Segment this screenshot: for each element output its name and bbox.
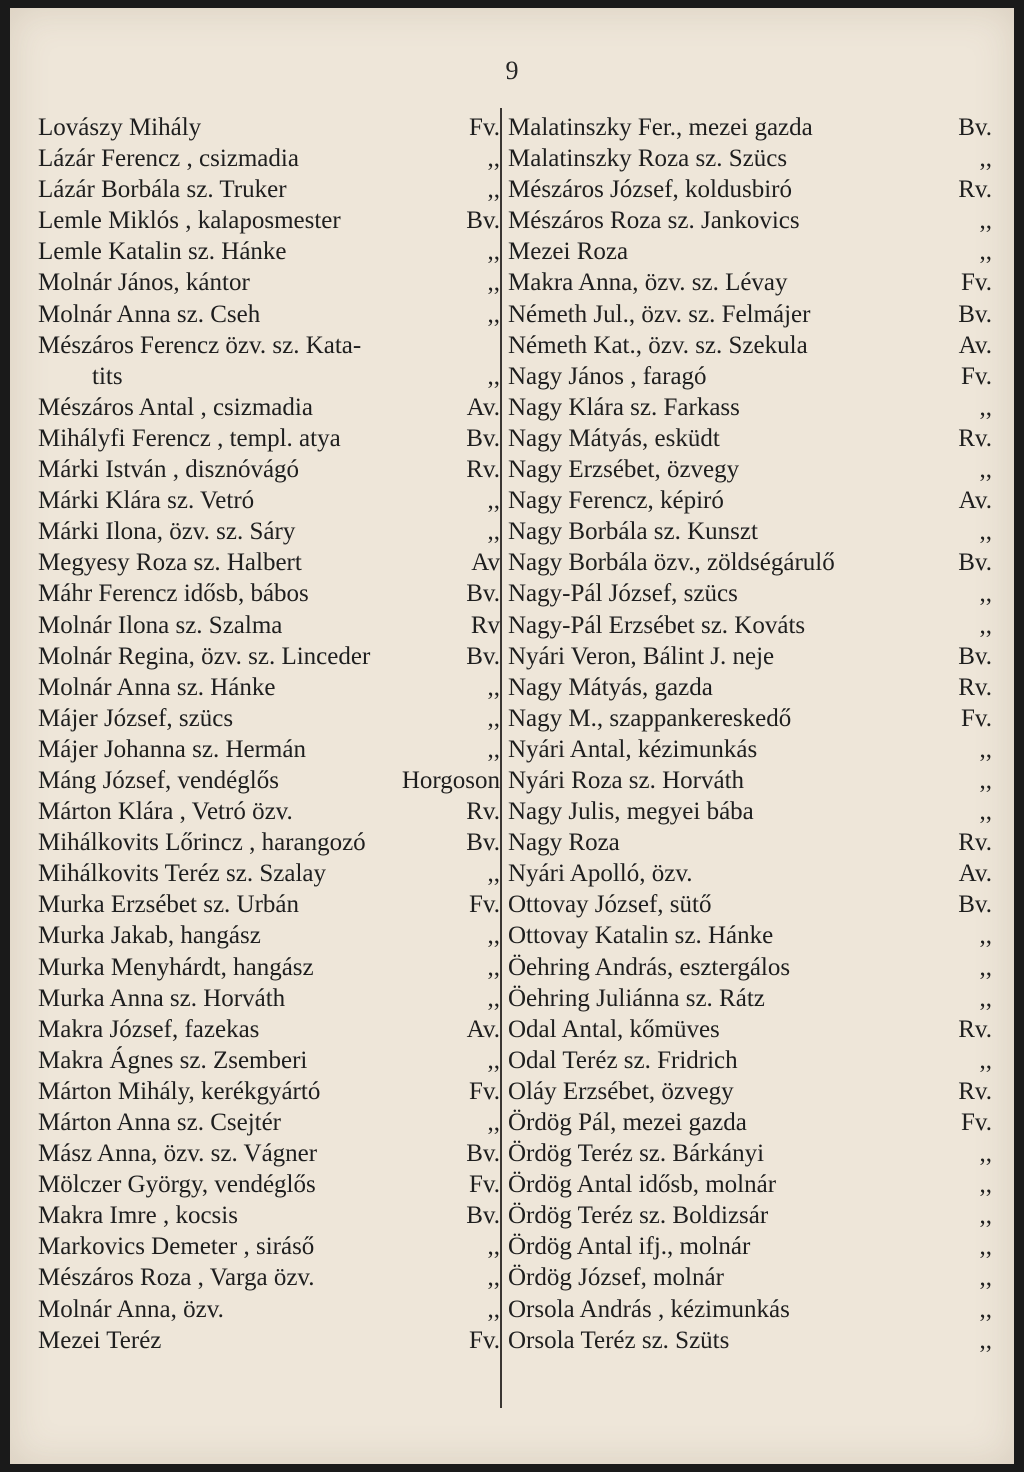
entry-place: Fv.: [960, 362, 992, 390]
entry-place: ,,: [979, 611, 992, 639]
entry-place: ,,: [487, 673, 500, 701]
entry-place: ,,: [979, 735, 992, 763]
entry-name: Molnár Regina, özv. sz. Linceder: [38, 642, 371, 670]
entry-place: ,,: [979, 1171, 992, 1199]
entry-name: Nagy-Pál Erzsébet sz. Kováts: [508, 611, 806, 639]
list-item: [508, 1200, 992, 1231]
entry-place: Av.: [958, 487, 992, 515]
entry-name: Orsola András , kézimunkás: [508, 1295, 790, 1323]
list-item: [38, 1200, 500, 1231]
list-item: [38, 858, 500, 889]
entry-name: Májer Johanna sz. Hermán: [38, 735, 306, 763]
list-item: [508, 672, 992, 703]
list-item: [508, 1294, 992, 1325]
entry-place: ,,: [487, 1264, 500, 1292]
entry-name: Makra Anna, özv. sz. Lévay: [508, 269, 788, 297]
entry-name: Ördög Antal idősb, molnár: [508, 1171, 777, 1199]
entry-name: Mölczer György, vendéglős: [38, 1171, 316, 1199]
list-item: [38, 174, 500, 205]
entry-name: Márton Anna sz. Csejtér: [38, 1109, 282, 1136]
entry-name: Márton Mihály, kerékgyártó: [38, 1077, 321, 1105]
book-page: [10, 8, 1014, 1464]
list-item: [508, 765, 992, 796]
list-item: [508, 889, 992, 920]
entry-place: ,,: [979, 1264, 992, 1292]
list-item: [38, 796, 500, 827]
entry-place: Rv.: [958, 1015, 992, 1043]
entry-name: Odal Teréz sz. Fridrich: [508, 1046, 738, 1074]
entry-place: Bv.: [958, 549, 992, 577]
entry-place: ,,: [487, 1295, 500, 1323]
entry-name: Lemle Miklós , kalaposmester: [38, 207, 341, 235]
entry-name: Mészáros Ferencz özv. sz. Kata-: [38, 331, 362, 359]
entry-place: Rv.: [958, 673, 992, 701]
entry-name: Molnár Anna sz. Hánke: [38, 673, 276, 701]
list-item: [508, 1325, 992, 1356]
entry-place: Rv.: [466, 798, 500, 826]
entry-place: Av.: [958, 331, 992, 359]
entry-place: ,,: [979, 207, 992, 235]
entry-place: ,,: [487, 922, 500, 950]
list-item: [508, 952, 992, 983]
entry-place: ,,: [979, 1326, 992, 1354]
list-item: [38, 547, 500, 578]
entry-place: ,,: [487, 984, 500, 1012]
list-item: [38, 641, 500, 672]
list-item: [508, 641, 992, 672]
entry-name: Ördög Teréz sz. Boldizsár: [508, 1202, 769, 1230]
list-item: [508, 734, 992, 765]
entry-place: Bv.: [466, 424, 500, 452]
list-item: [508, 236, 992, 267]
entry-place: Rv.: [466, 456, 500, 484]
list-item: [508, 485, 992, 516]
list-item: [508, 1138, 992, 1169]
list-item: [38, 1076, 500, 1107]
entry-place: Av.: [958, 860, 992, 888]
entry-place: Fv.: [468, 1326, 500, 1354]
entry-name: Nagy Mátyás, gazda: [508, 673, 713, 701]
entry-place: Av: [471, 549, 500, 577]
entry-name: Odal Antal, kőmüves: [508, 1015, 720, 1043]
entry-name: Lovászy Mihály: [38, 114, 202, 141]
list-item: [38, 1231, 500, 1262]
entry-name: Nagy Klára sz. Farkass: [508, 393, 740, 421]
entry-place: ,,: [487, 362, 500, 390]
entry-place: Rv.: [958, 829, 992, 857]
list-item: [508, 267, 992, 298]
list-item: [508, 858, 992, 889]
entry-name: Lázár Ferencz , csizmadia: [38, 145, 299, 173]
entry-name: Nagy Borbála sz. Kunszt: [508, 518, 758, 546]
list-item: [508, 1169, 992, 1200]
entry-place: ,,: [487, 953, 500, 981]
list-item: [38, 392, 500, 423]
entry-name: Molnár Ilona sz. Szalma: [38, 611, 283, 639]
right-column: [508, 112, 992, 1356]
entry-name: Mészáros Roza , Varga özv.: [38, 1264, 315, 1292]
list-item: [38, 952, 500, 983]
list-item: [508, 1014, 992, 1045]
list-item: [38, 205, 500, 236]
entry-name: Németh Jul., özv. sz. Felmájer: [508, 300, 811, 328]
entry-name: Mihálkovits Teréz sz. Szalay: [38, 860, 326, 888]
entry-place: Fv.: [960, 1109, 992, 1136]
entry-place: ,,: [979, 766, 992, 794]
entry-place: Horgoson: [401, 766, 500, 794]
list-item: [38, 983, 500, 1014]
list-item: [508, 1107, 992, 1138]
entry-place: ,,: [979, 1295, 992, 1323]
list-item: [38, 734, 500, 765]
entry-name: Nyári Antal, kézimunkás: [508, 735, 758, 763]
entry-name: Murka Menyhárdt, hangász: [38, 953, 314, 981]
list-item: [38, 423, 500, 454]
entry-place: Rv: [470, 611, 500, 639]
entry-place: Bv.: [958, 891, 992, 919]
list-item: [38, 112, 500, 143]
list-item: [38, 1014, 500, 1045]
list-item: [508, 547, 992, 578]
list-item: [38, 889, 500, 920]
entry-place: Fv.: [468, 1077, 500, 1105]
entry-place: ,,: [979, 393, 992, 421]
entry-place: Bv.: [958, 114, 992, 141]
entry-place: Bv.: [466, 580, 500, 608]
list-item: [38, 1107, 500, 1138]
entry-name: Öehring András, esztergálos: [508, 953, 791, 981]
entry-name: Nagy Ferencz, képiró: [508, 487, 724, 515]
list-item: [38, 1138, 500, 1169]
entry-name: Nagy Erzsébet, özvegy: [508, 456, 740, 484]
entry-name: Márki Ilona, özv. sz. Sáry: [38, 518, 296, 546]
entry-name: Nagy-Pál József, szücs: [508, 580, 738, 608]
list-item: [508, 299, 992, 330]
list-item: [38, 143, 500, 174]
entry-name: Ottovay Katalin sz. Hánke: [508, 922, 774, 950]
entry-place: ,,: [979, 1140, 992, 1168]
page-number: 9: [505, 56, 519, 85]
entry-place: ,,: [979, 1233, 992, 1261]
entry-name: Ördög Antal ifj., molnár: [508, 1233, 751, 1261]
entry-place: ,,: [487, 238, 500, 266]
entry-name: Márton Klára , Vetró özv.: [38, 798, 293, 826]
list-item: [508, 330, 992, 361]
entry-name: Nagy Roza: [508, 829, 620, 857]
entry-name: Markovics Demeter , siráső: [38, 1233, 315, 1261]
entry-place: Rv.: [958, 424, 992, 452]
list-item: [38, 299, 500, 330]
entry-name: Máhr Ferencz idősb, bábos: [38, 580, 309, 608]
list-item: [38, 516, 500, 547]
list-item: [38, 827, 500, 858]
list-item: [38, 1294, 500, 1325]
entry-place: ,,: [979, 518, 992, 546]
entry-name: Murka Anna sz. Horváth: [38, 984, 286, 1012]
list-item: [38, 267, 500, 298]
entry-name: Mihálkovits Lőrincz , harangozó: [38, 829, 366, 857]
entry-name: Orsola Teréz sz. Szüts: [508, 1326, 730, 1354]
entry-place: ,,: [487, 269, 500, 297]
entry-place: ,,: [487, 1109, 500, 1136]
entry-name: Nyári Apolló, özv.: [508, 860, 693, 888]
entry-name: Mihályfi Ferencz , templ. atya: [38, 424, 341, 452]
list-item: [508, 827, 992, 858]
entry-name: Lemle Katalin sz. Hánke: [38, 238, 287, 266]
entry-name: Mász Anna, özv. sz. Vágner: [38, 1140, 318, 1168]
list-item: [38, 1325, 500, 1356]
list-item: [508, 1076, 992, 1107]
list-item: [38, 361, 500, 392]
entry-name: Lázár Borbála sz. Truker: [38, 176, 287, 204]
entry-name: tits: [92, 362, 123, 390]
entry-place: ,,: [979, 922, 992, 950]
entry-place: Bv.: [466, 642, 500, 670]
list-item: [38, 672, 500, 703]
entry-place: Bv.: [466, 1202, 500, 1230]
entry-name: Nagy Julis, megyei bába: [508, 798, 754, 826]
list-item: [508, 1045, 992, 1076]
list-item: [508, 516, 992, 547]
entry-name: Makra Ágnes sz. Zsemberi: [38, 1046, 308, 1074]
list-item: [508, 1262, 992, 1293]
list-item: [38, 578, 500, 609]
entry-place: ,,: [979, 1046, 992, 1074]
entry-place: Bv.: [466, 829, 500, 857]
entry-name: Mezei Roza: [508, 238, 629, 266]
entry-name: Nagy Mátyás, esküdt: [508, 424, 720, 452]
entry-place: Bv.: [466, 207, 500, 235]
list-item: [508, 423, 992, 454]
entry-name: Németh Kat., özv. sz. Szekula: [508, 331, 808, 359]
list-item: [38, 485, 500, 516]
entry-name: Ördög Teréz sz. Bárkányi: [508, 1140, 765, 1168]
entry-place: Bv.: [466, 1140, 500, 1168]
list-item: [508, 392, 992, 423]
entry-place: Rv.: [958, 176, 992, 204]
entry-place: ,,: [487, 1233, 500, 1261]
entry-name: Molnár Anna sz. Cseh: [38, 300, 261, 328]
entry-name: Oláy Erzsébet, özvegy: [508, 1077, 734, 1105]
entry-name: Májer József, szücs: [38, 704, 234, 732]
entry-name: Murka Erzsébet sz. Urbán: [38, 891, 300, 919]
list-item: [508, 112, 992, 143]
entry-place: ,,: [487, 735, 500, 763]
entry-name: Nagy Borbála özv., zöldségárulő: [508, 549, 835, 577]
list-item: [38, 703, 500, 734]
list-item: [508, 610, 992, 641]
left-column: [38, 112, 500, 1356]
list-item: [38, 454, 500, 485]
entry-place: ,,: [979, 145, 992, 173]
column-divider: [500, 108, 502, 1408]
list-item: [38, 236, 500, 267]
entry-name: Nyári Veron, Bálint J. neje: [508, 642, 775, 670]
list-item: [38, 330, 500, 361]
entry-place: Fv.: [468, 891, 500, 919]
list-item: [508, 920, 992, 951]
entry-name: Mezei Teréz: [38, 1326, 162, 1354]
entry-place: ,,: [487, 1046, 500, 1074]
entry-place: ,,: [979, 984, 992, 1012]
entry-place: ,,: [487, 860, 500, 888]
entry-name: Mészáros Antal , csizmadia: [38, 393, 313, 421]
entry-name: Malatinszky Fer., mezei gazda: [508, 114, 813, 141]
entry-place: ,,: [487, 487, 500, 515]
list-item: [38, 920, 500, 951]
entry-place: Bv.: [958, 642, 992, 670]
entry-name: Malatinszky Roza sz. Szücs: [508, 145, 788, 173]
list-item: [508, 703, 992, 734]
entry-name: Ottovay József, sütő: [508, 891, 712, 919]
list-item: [508, 454, 992, 485]
entry-place: ,,: [979, 580, 992, 608]
entry-place: ,,: [487, 704, 500, 732]
entry-place: Rv.: [958, 1077, 992, 1105]
list-item: [38, 1169, 500, 1200]
entry-name: Molnár Anna, özv.: [38, 1295, 224, 1323]
entry-place: ,,: [487, 518, 500, 546]
entry-name: Murka Jakab, hangász: [38, 922, 261, 950]
list-item: [38, 1045, 500, 1076]
entry-name: Máng József, vendéglős: [38, 766, 279, 794]
entry-name: Molnár János, kántor: [38, 269, 250, 297]
entry-place: Av.: [466, 393, 500, 421]
list-item: [38, 610, 500, 641]
entry-place: ,,: [979, 456, 992, 484]
entry-place: ,,: [979, 238, 992, 266]
entry-place: Av.: [466, 1015, 500, 1043]
list-item: [38, 765, 500, 796]
entry-place: ,,: [979, 1202, 992, 1230]
entry-name: Makra Imre , kocsis: [38, 1202, 238, 1230]
entry-place: Fv.: [960, 704, 992, 732]
list-item: [508, 361, 992, 392]
list-item: [508, 205, 992, 236]
entry-name: Nagy M., szappankereskedő: [508, 704, 792, 732]
list-item: [508, 983, 992, 1014]
list-item: [508, 796, 992, 827]
list-item: [508, 1231, 992, 1262]
entry-place: ,,: [487, 176, 500, 204]
entry-name: Öehring Juliánna sz. Rátz: [508, 984, 765, 1012]
entry-name: Makra József, fazekas: [38, 1015, 260, 1043]
list-item: [508, 578, 992, 609]
entry-name: Nagy János , faragó: [508, 362, 707, 390]
entry-place: Fv.: [960, 269, 992, 297]
entry-place: Bv.: [958, 300, 992, 328]
entry-name: Nyári Roza sz. Horváth: [508, 766, 745, 794]
entry-name: Mészáros Roza sz. Jankovics: [508, 207, 800, 235]
entry-place: Fv.: [468, 114, 500, 141]
entry-place: Fv.: [468, 1171, 500, 1199]
entry-name: Márki István , disznóvágó: [38, 456, 300, 484]
entry-place: ,,: [487, 300, 500, 328]
list-item: [38, 1262, 500, 1293]
entry-name: Mészáros József, koldusbiró: [508, 176, 792, 204]
entry-place: ,,: [979, 798, 992, 826]
entry-place: ,,: [979, 953, 992, 981]
list-item: [508, 143, 992, 174]
entry-name: Ördög Pál, mezei gazda: [508, 1109, 747, 1136]
entry-name: Márki Klára sz. Vetró: [38, 487, 255, 515]
entry-name: Ördög József, molnár: [508, 1264, 724, 1292]
list-item: [508, 174, 992, 205]
entry-place: ,,: [487, 145, 500, 173]
entry-name: Megyesy Roza sz. Halbert: [38, 549, 302, 577]
